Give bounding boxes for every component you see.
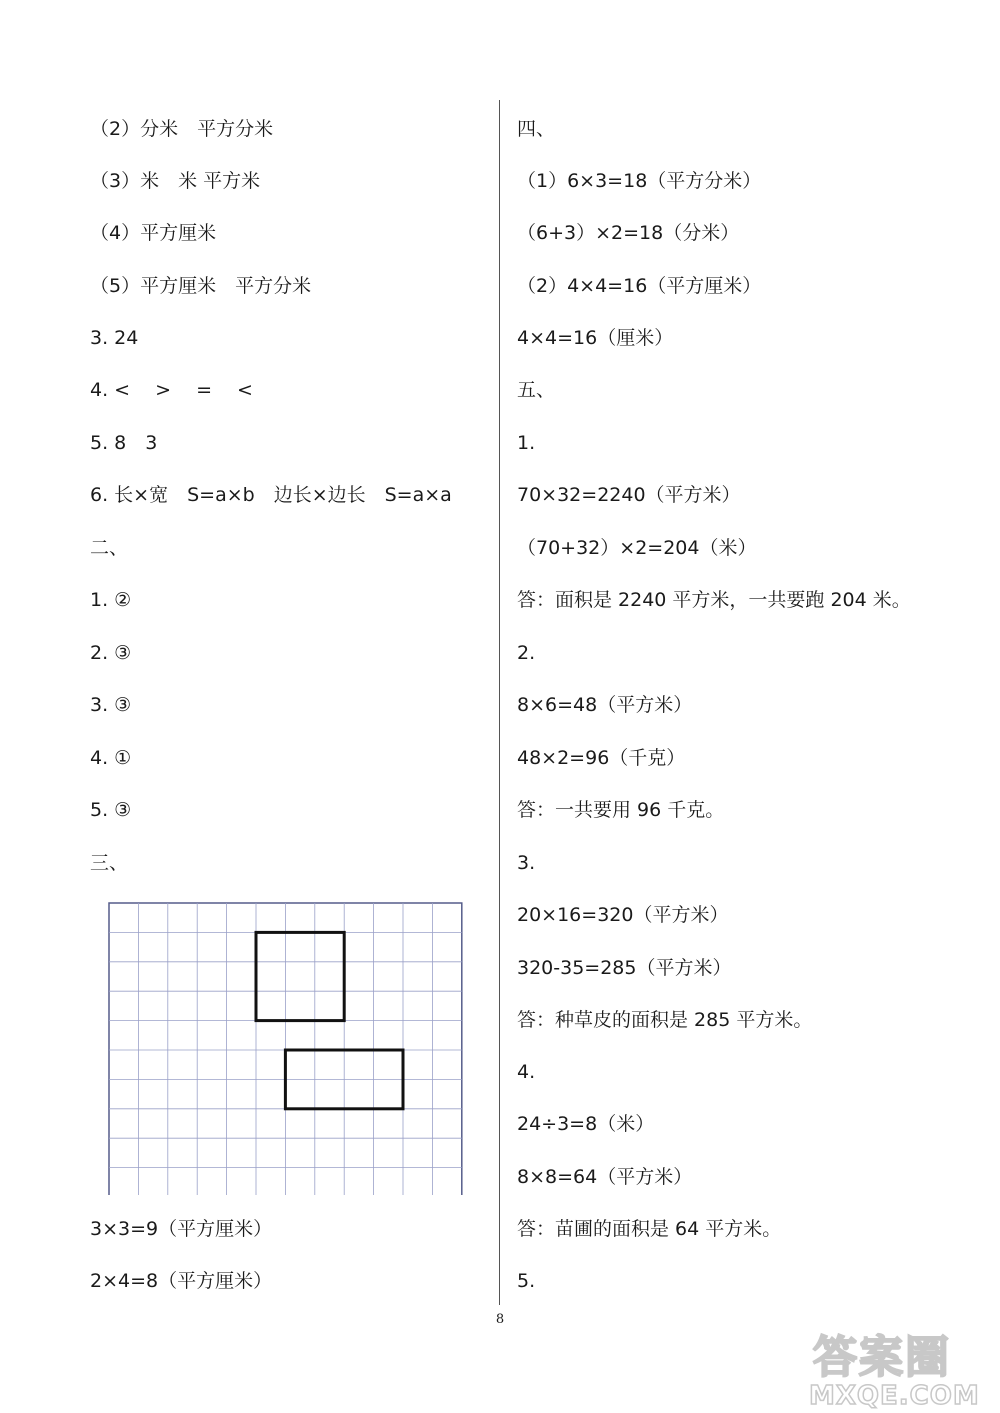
answer-line: 1. ② <box>90 589 132 611</box>
answer-line: （5）平方厘米 平方分米 <box>90 275 312 297</box>
answer-line: 5. 8 3 <box>90 432 158 454</box>
answer-sentence: 答：苗圃的面积是 64 平方米。 <box>517 1218 782 1240</box>
answer-line: 5. ③ <box>90 799 132 821</box>
answer-line: 4. < > = < <box>90 379 253 401</box>
answer-line: （6+3）×2=18（分米） <box>517 222 740 244</box>
answer-line: （1）6×3=18（平方分米） <box>517 170 762 192</box>
svg-text:答案圈: 答案圈 <box>813 1332 951 1383</box>
grid-figure <box>108 902 463 1199</box>
answer-line: 24÷3=8（米） <box>517 1113 655 1135</box>
column-divider <box>499 100 500 1305</box>
grid-paper <box>108 902 463 1195</box>
answer-line: 2×4=8（平方厘米） <box>90 1270 273 1292</box>
answer-line: 3. ③ <box>90 694 132 716</box>
answer-line: （2）4×4=16（平方厘米） <box>517 275 762 297</box>
question-number: 2. <box>517 642 536 664</box>
section-heading: 四、 <box>517 118 556 140</box>
answer-line: 4×4=16（厘米） <box>517 327 674 349</box>
answer-sentence: 答：种草皮的面积是 285 平方米。 <box>517 1009 813 1031</box>
answer-line: （4）平方厘米 <box>90 222 217 244</box>
answer-line: （2）分米 平方分米 <box>90 118 274 140</box>
answer-sentence: 答：面积是 2240 平方米，一共要跑 204 米。 <box>517 589 911 611</box>
answer-line: （3）米 米 平方米 <box>90 170 261 192</box>
answer-line: 4. ① <box>90 747 132 769</box>
answer-line: （70+32）×2=204（米） <box>517 537 757 559</box>
section-heading: 二、 <box>90 537 129 559</box>
question-number: 1. <box>517 432 536 454</box>
section-heading: 五、 <box>517 379 556 401</box>
question-number: 3. <box>517 852 536 874</box>
answer-line: 8×8=64（平方米） <box>517 1166 693 1188</box>
svg-text:MXQE.COM: MXQE.COM <box>809 1381 980 1410</box>
page-number: 8 <box>495 1312 505 1327</box>
section-heading: 三、 <box>90 852 129 874</box>
answer-line: 8×6=48（平方米） <box>517 694 693 716</box>
answer-sentence: 答：一共要用 96 千克。 <box>517 799 725 821</box>
answer-line: 320-35=285（平方米） <box>517 957 732 979</box>
answer-line: 20×16=320（平方米） <box>517 904 729 926</box>
watermark-logo <box>805 1322 995 1410</box>
answer-line: 3. 24 <box>90 327 139 349</box>
square-shape <box>256 932 344 1020</box>
answer-line: 3×3=9（平方厘米） <box>90 1218 273 1240</box>
question-number: 4. <box>517 1061 536 1083</box>
answer-line: 70×32=2240（平方米） <box>517 484 741 506</box>
answer-line: 48×2=96（千克） <box>517 747 686 769</box>
question-number: 5. <box>517 1270 536 1292</box>
answer-line: 6. 长×宽 S=a×b 边长×边长 S=a×a <box>90 484 452 506</box>
answer-line: 2. ③ <box>90 642 132 664</box>
